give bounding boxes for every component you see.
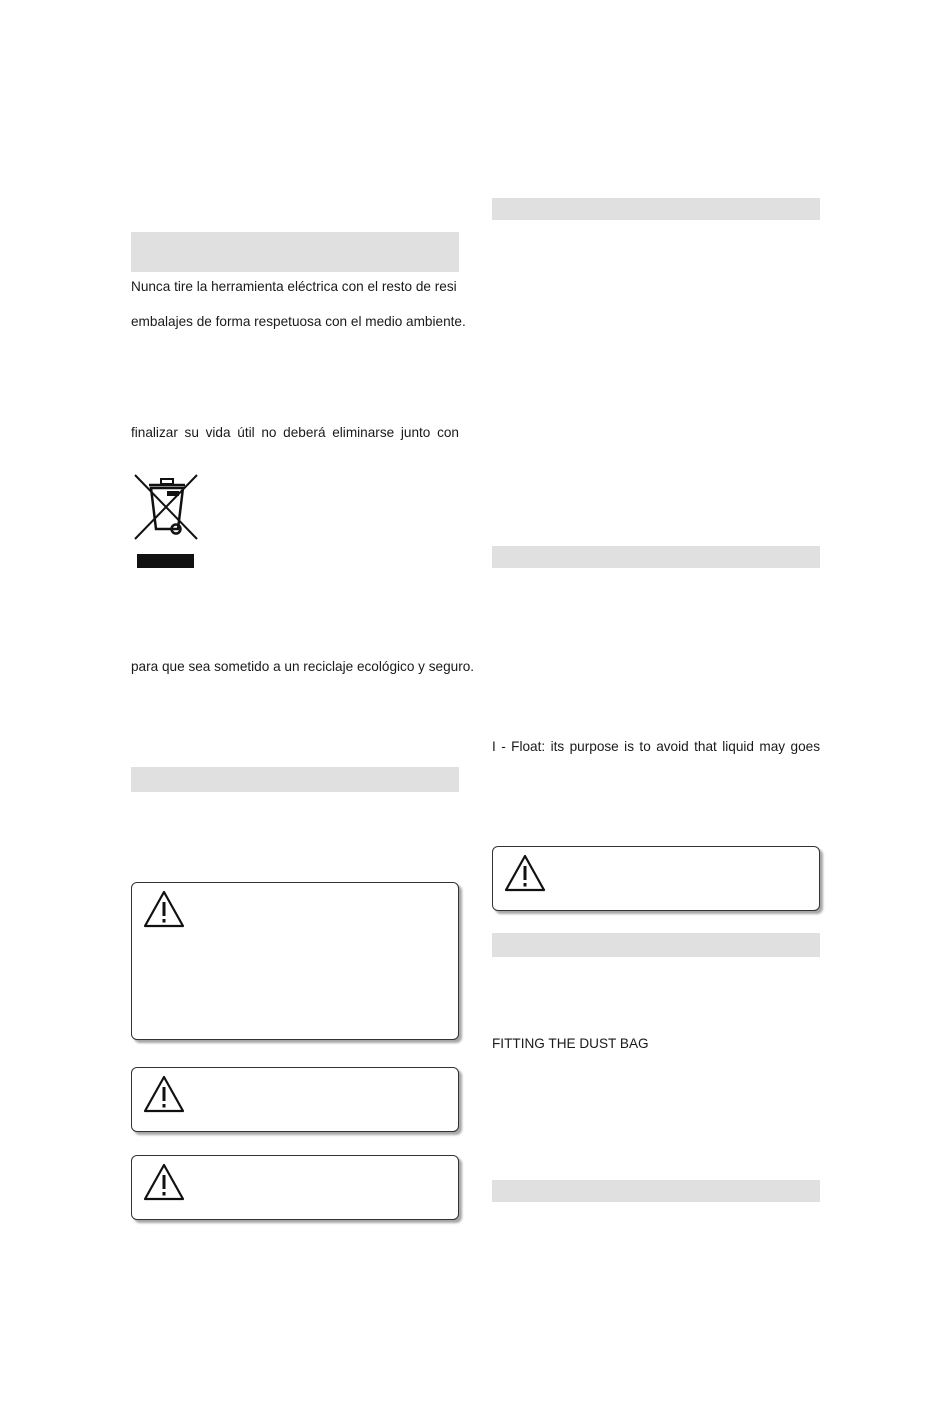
warning-box-small-1 [131, 1067, 459, 1132]
warning-box-small-2 [131, 1155, 459, 1220]
disposal-text-line-2: embalajes de forma respetuosa con el medio ambiente. [131, 314, 466, 329]
warning-triangle-icon [503, 853, 547, 893]
warning-box-large [131, 882, 459, 1040]
warning-box-right [492, 846, 820, 911]
section-header-bar-disposal [131, 232, 459, 272]
warning-triangle-icon [142, 1162, 186, 1202]
section-header-bar-right-1 [492, 198, 820, 220]
section-header-bar-right-2 [492, 546, 820, 568]
float-description-line: I - Float: its purpose is to avoid that liquid may goes [492, 739, 820, 754]
section-header-bar-right-3 [492, 933, 820, 957]
disposal-text-line-3: finalizar su vida útil no deberá eliminarse junto con [131, 425, 459, 440]
warning-triangle-icon [142, 1074, 186, 1114]
crossed-out-wheelie-bin-icon [131, 471, 201, 576]
dust-bag-heading: FITTING THE DUST BAG [492, 1036, 649, 1051]
warning-triangle-icon [142, 889, 186, 929]
disposal-text-line-4: para que sea sometido a un reciclaje ecológico y seguro. [131, 659, 475, 674]
section-header-bar-left-2 [131, 767, 459, 792]
disposal-text-line-1: Nunca tire la herramienta eléctrica con el resto de resi [131, 279, 457, 294]
section-header-bar-right-4 [492, 1180, 820, 1202]
